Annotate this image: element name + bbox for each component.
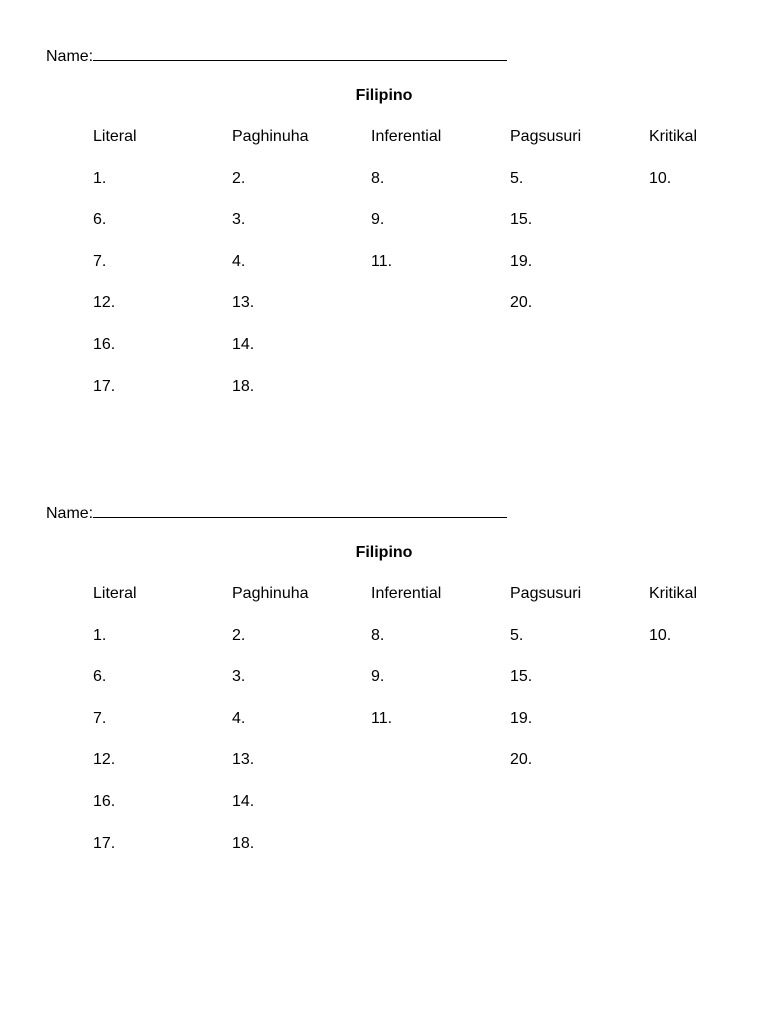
- item-number: 3.: [232, 668, 246, 686]
- column-inferential: [371, 126, 501, 292]
- column-literal: [93, 583, 223, 874]
- column-header: Inferential: [371, 585, 442, 602]
- category-columns: [0, 126, 768, 426]
- sheet-title: Filipino: [355, 87, 413, 104]
- column-header: Literal: [93, 585, 137, 602]
- item-number: 4.: [232, 252, 246, 270]
- item-number: 16.: [93, 792, 116, 810]
- item-number: 12.: [93, 294, 116, 312]
- name-underline: [93, 500, 507, 518]
- column-header: Inferential: [371, 128, 442, 145]
- item-number: 1.: [93, 169, 107, 187]
- answer-sheet-1: [0, 36, 768, 456]
- item-number: 17.: [93, 377, 116, 395]
- item-number: 7.: [93, 252, 107, 270]
- sheet-title: Filipino: [355, 544, 413, 561]
- item-number: 16.: [93, 335, 116, 353]
- column-kritikal: [649, 126, 768, 209]
- item-number: 14.: [232, 792, 255, 810]
- item-number: 13.: [232, 294, 255, 312]
- item-number: 18.: [232, 377, 255, 395]
- item-number: 17.: [93, 834, 116, 852]
- item-number: 9.: [371, 211, 385, 229]
- item-number: 13.: [232, 751, 255, 769]
- column-literal: [93, 126, 223, 417]
- item-number: 10.: [649, 169, 672, 187]
- name-field: [46, 43, 507, 68]
- item-number: 3.: [232, 211, 246, 229]
- column-header: Literal: [93, 128, 137, 145]
- item-number: 19.: [510, 252, 533, 270]
- item-number: 4.: [232, 709, 246, 727]
- name-label: Name:: [46, 48, 94, 65]
- column-header: Pagsusuri: [510, 585, 582, 602]
- column-paghinuha: [232, 583, 362, 874]
- item-number: 9.: [371, 668, 385, 686]
- column-header: Paghinuha: [232, 585, 309, 602]
- column-paghinuha: [232, 126, 362, 417]
- item-number: 12.: [93, 751, 116, 769]
- item-number: 10.: [649, 626, 672, 644]
- name-label: Name:: [46, 505, 94, 522]
- item-number: 7.: [93, 709, 107, 727]
- category-columns: [0, 583, 768, 883]
- name-underline: [93, 43, 507, 61]
- column-header: Kritikal: [649, 585, 698, 602]
- column-pagsusuri: [510, 583, 640, 791]
- item-number: 2.: [232, 626, 246, 644]
- column-inferential: [371, 583, 501, 749]
- item-number: 8.: [371, 169, 385, 187]
- item-number: 15.: [510, 668, 533, 686]
- item-number: 6.: [93, 668, 107, 686]
- column-pagsusuri: [510, 126, 640, 334]
- item-number: 6.: [93, 211, 107, 229]
- column-header: Paghinuha: [232, 128, 309, 145]
- column-kritikal: [649, 583, 768, 666]
- item-number: 8.: [371, 626, 385, 644]
- item-number: 1.: [93, 626, 107, 644]
- item-number: 18.: [232, 834, 255, 852]
- item-number: 14.: [232, 335, 255, 353]
- column-header: Pagsusuri: [510, 128, 582, 145]
- column-header: Kritikal: [649, 128, 698, 145]
- item-number: 15.: [510, 211, 533, 229]
- item-number: 5.: [510, 626, 524, 644]
- answer-sheet-2: [0, 493, 768, 913]
- item-number: 20.: [510, 751, 533, 769]
- item-number: 5.: [510, 169, 524, 187]
- item-number: 11.: [371, 252, 393, 270]
- item-number: 2.: [232, 169, 246, 187]
- item-number: 19.: [510, 709, 533, 727]
- item-number: 11.: [371, 709, 393, 727]
- name-field: [46, 500, 507, 525]
- item-number: 20.: [510, 294, 533, 312]
